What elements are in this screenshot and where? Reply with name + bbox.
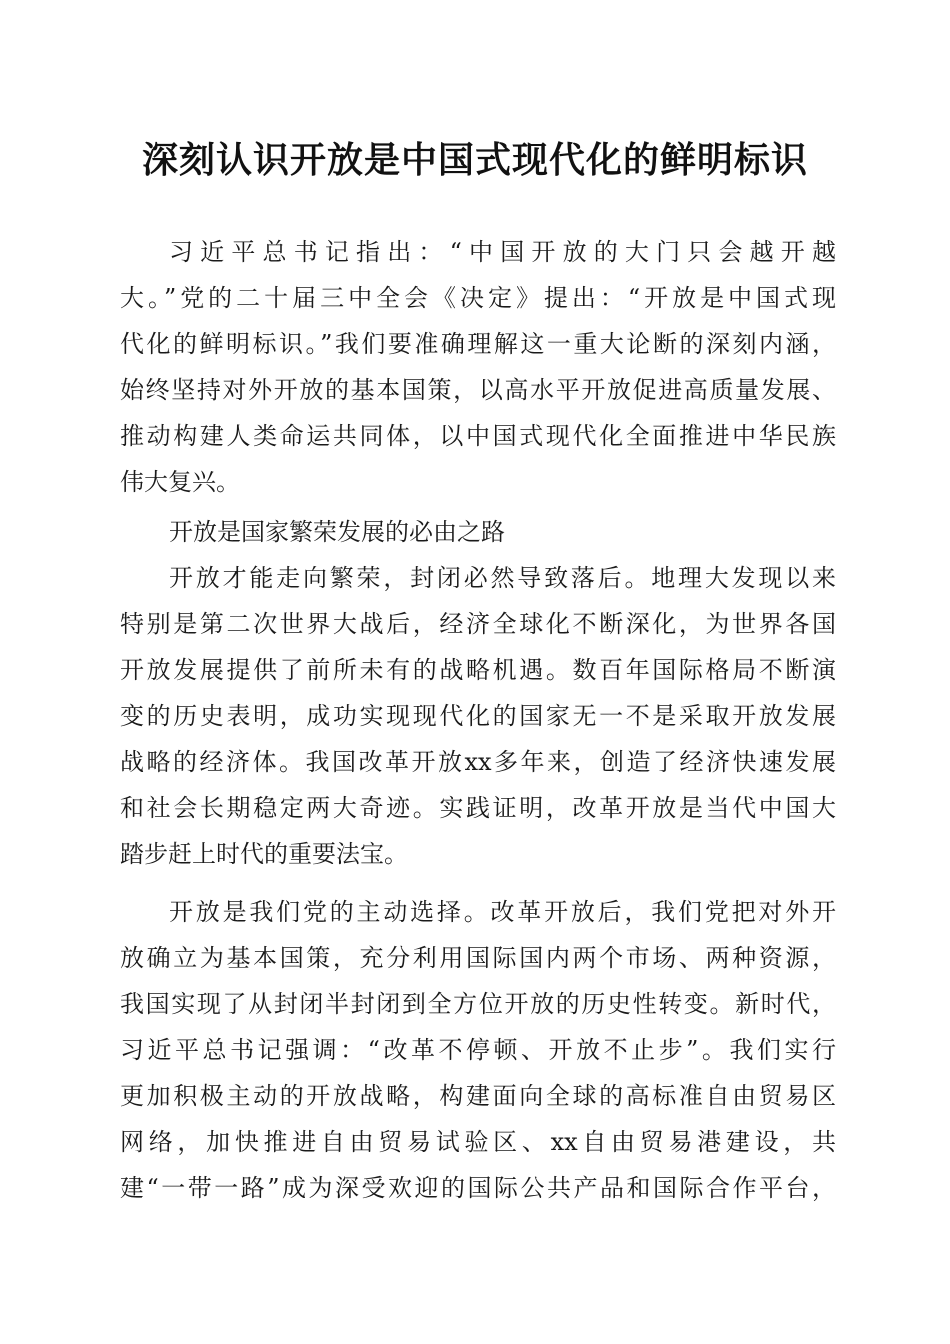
text-line: 大。”党的二十届三中全会《决定》提出：“开放是中国式现 — [120, 284, 836, 312]
section-heading — [120, 509, 836, 555]
document-title: 深刻认识开放是中国式现代化的鲜明标识 — [141, 139, 808, 181]
section-heading-text: 开放是国家繁荣发展的必由之路 — [169, 518, 505, 546]
text-line: 和社会长期稳定两大奇迹。实践证明，改革开放是当代中国大 — [120, 794, 836, 822]
text-line: 推动构建人类命运共同体，以中国式现代化全面推进中华民族 — [120, 422, 836, 450]
text-line: 开放发展提供了前所未有的战略机遇。数百年国际格局不断演 — [120, 656, 836, 684]
text-line: 建“一带一路”成为深受欢迎的国际公共产品和国际合作平台， — [120, 1174, 836, 1202]
paragraph-prosperity — [120, 555, 836, 877]
text-line: 踏步赶上时代的重要法宝。 — [120, 840, 408, 868]
text-line: 习近平总书记强调：“改革不停顿、开放不止步”。我们实行 — [120, 1036, 836, 1064]
paragraph-choice — [120, 889, 836, 1211]
document-body — [120, 229, 836, 1211]
text-line: 习近平总书记指出：“中国开放的大门只会越开越 — [169, 238, 836, 266]
text-line: 开放才能走向繁荣，封闭必然导致落后。地理大发现以来 — [169, 564, 836, 592]
intro-paragraph — [120, 229, 836, 505]
text-line: 伟大复兴。 — [120, 468, 240, 496]
text-line: 始终坚持对外开放的基本国策，以高水平开放促进高质量发展、 — [120, 376, 836, 404]
text-line: 开放是我们党的主动选择。改革开放后，我们党把对外开 — [169, 898, 836, 926]
text-line: 特别是第二次世界大战后，经济全球化不断深化，为世界各国 — [120, 610, 836, 638]
text-line: 我国实现了从封闭半封闭到全方位开放的历史性转变。新时代， — [120, 990, 836, 1018]
text-line: 变的历史表明，成功实现现代化的国家无一不是采取开放发展 — [120, 702, 836, 730]
text-line: 代化的鲜明标识。”我们要准确理解这一重大论断的深刻内涵， — [120, 330, 836, 358]
text-line: 放确立为基本国策，充分利用国际国内两个市场、两种资源， — [120, 944, 836, 972]
text-line: 战略的经济体。我国改革开放xx多年来，创造了经济快速发展 — [120, 748, 836, 776]
text-line: 网络，加快推进自由贸易试验区、xx自由贸易港建设，共 — [120, 1128, 836, 1156]
text-line: 更加积极主动的开放战略，构建面向全球的高标准自由贸易区 — [120, 1082, 836, 1110]
